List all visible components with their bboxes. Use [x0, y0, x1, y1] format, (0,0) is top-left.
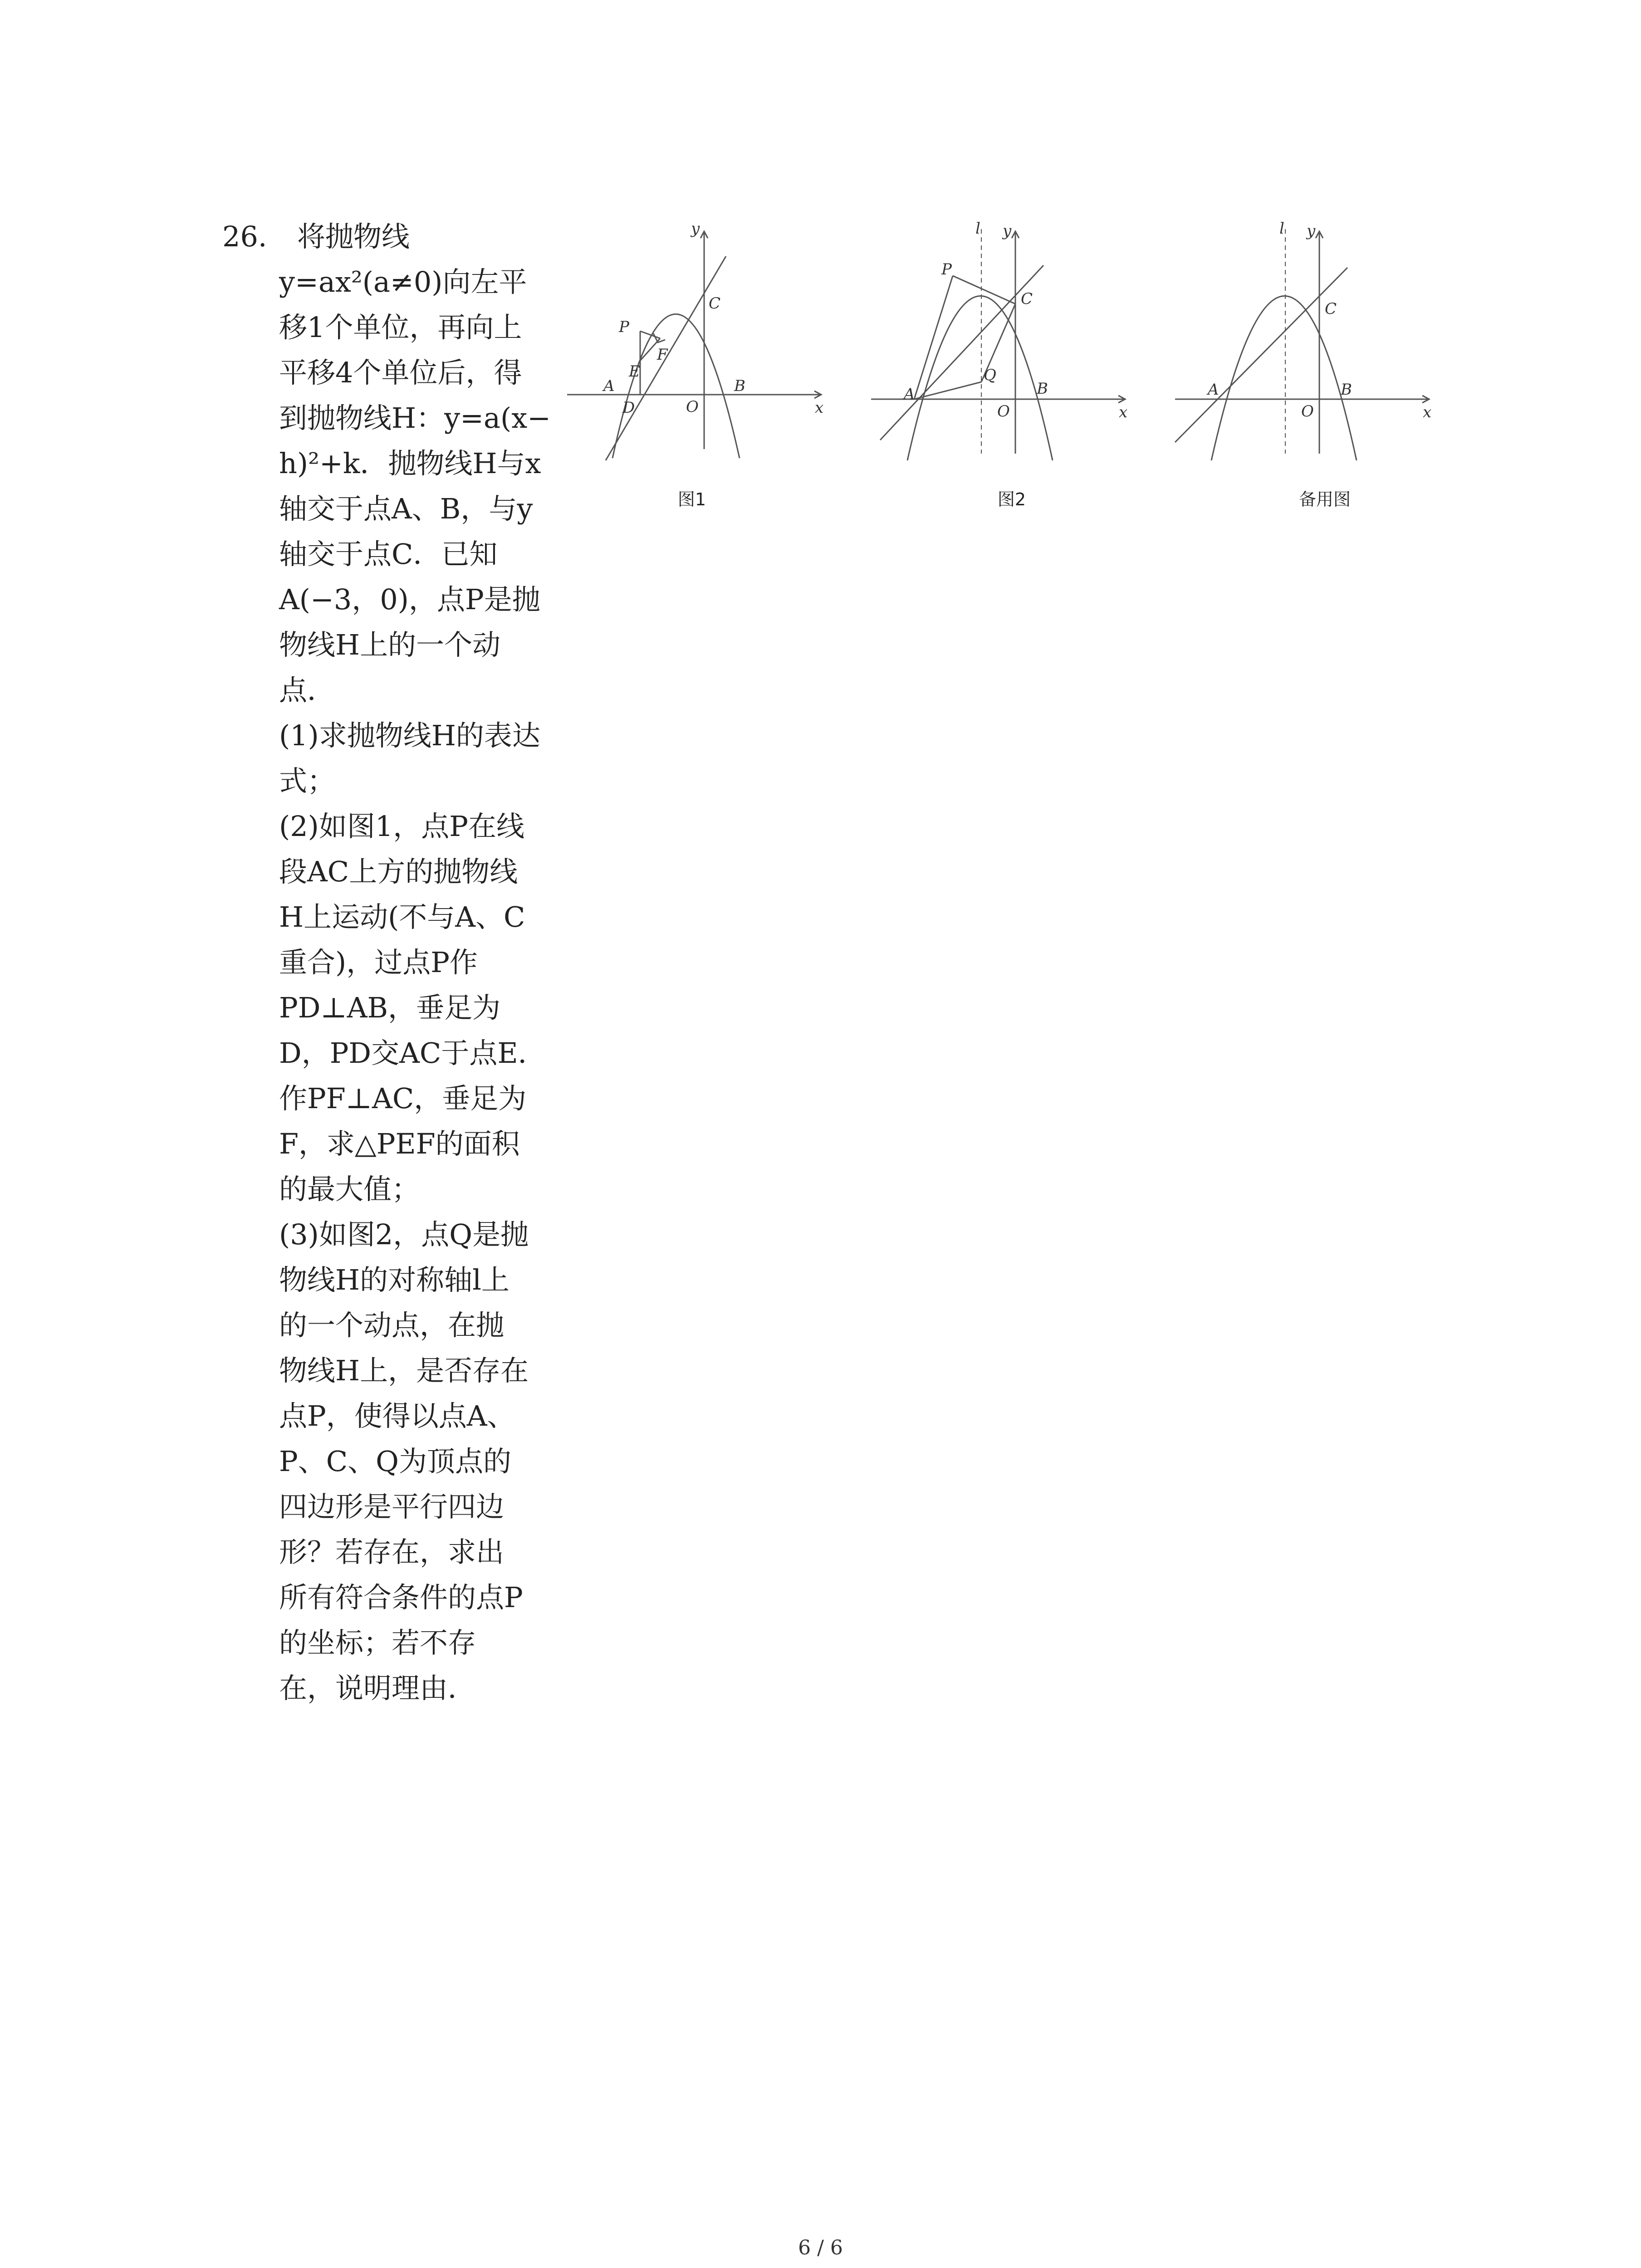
- question-line: D，PD交AC于点E．: [279, 1036, 546, 1070]
- figure-spare-caption: 备用图: [1298, 489, 1351, 509]
- question-line: 段AC上方的抛物线: [279, 855, 518, 888]
- question-line: 的坐标；若不存: [279, 1626, 476, 1659]
- question-line: P、C、Q为顶点的: [279, 1445, 511, 1478]
- question-line: 物线H上的一个动: [279, 628, 501, 661]
- figure-2: [862, 213, 1171, 494]
- fig1-P-label: P: [619, 318, 629, 336]
- question-line: 形？若存在，求出: [279, 1535, 505, 1569]
- fig1-E-label: E: [629, 362, 640, 381]
- fig1-D-label: D: [622, 399, 635, 417]
- question-title: 将抛物线: [297, 220, 410, 253]
- question-line: 的最大值；: [279, 1173, 420, 1206]
- fig3-B-label: B: [1341, 381, 1352, 399]
- question-line: F，求△PEF的面积: [279, 1127, 520, 1160]
- fig2-A-label: A: [904, 385, 915, 403]
- question-line: 轴交于点A、B，与y: [279, 492, 533, 525]
- question-line: 在，说明理由．: [279, 1672, 476, 1705]
- fig1-O-label: O: [686, 398, 699, 416]
- question-body: [279, 259, 556, 1711]
- question-line: 移1个单位，再向上: [279, 311, 522, 344]
- question-line: 物线H上，是否存在: [279, 1354, 529, 1387]
- question-line: 的一个动点，在抛: [279, 1309, 505, 1342]
- figure-1: [558, 213, 867, 494]
- question-line: y=ax²(a≠0)向左平: [279, 265, 527, 298]
- fig2-P-label: P: [941, 260, 952, 279]
- page-footer: 6 / 6: [798, 2236, 843, 2259]
- question-line: 所有符合条件的点P: [279, 1581, 523, 1614]
- fig3-A-label: A: [1208, 381, 1219, 399]
- figure-1-caption: 图1: [677, 489, 706, 509]
- fig1-y-label: y: [691, 220, 700, 238]
- fig2-B-label: B: [1037, 380, 1048, 398]
- fig2-C-label: C: [1021, 290, 1033, 308]
- fig3-O-label: O: [1301, 402, 1314, 420]
- figure-spare: [1166, 213, 1474, 494]
- question-line: 平移4个单位后，得: [279, 356, 522, 389]
- question-line: 到抛物线H：y=a(x−: [279, 401, 551, 435]
- fig2-l-label: l: [975, 220, 980, 238]
- question-line: A(−3，0)，点P是抛: [279, 583, 540, 616]
- question-line: H上运动(不与A、C: [279, 900, 525, 934]
- fig3-l-label: l: [1279, 220, 1284, 238]
- fig1-F-label: F: [657, 346, 668, 364]
- fig1-x-label: x: [815, 399, 824, 417]
- fig3-C-label: C: [1325, 300, 1337, 318]
- question-line: (3)如图2，点Q是抛: [279, 1218, 529, 1251]
- question-line: 点．: [279, 674, 336, 707]
- question-line: 重合)，过点P作: [279, 946, 478, 979]
- question-line: PD⊥AB，垂足为: [279, 991, 501, 1024]
- question-line: 轴交于点C．已知: [279, 538, 498, 571]
- fig1-A-label: A: [603, 377, 615, 395]
- question-line: 四边形是平行四边: [279, 1490, 505, 1523]
- question-line: 物线H的对称轴l上: [279, 1263, 509, 1296]
- question-line: (2)如图1，点P在线: [279, 810, 524, 843]
- fig2-y-label: y: [1003, 222, 1012, 240]
- question-line: 作PF⊥AC，垂足为: [279, 1082, 527, 1115]
- question-number: 26.: [222, 220, 267, 253]
- fig1-B-label: B: [734, 377, 745, 395]
- figure-2-caption: 图2: [997, 489, 1026, 509]
- fig3-x-label: x: [1423, 403, 1432, 421]
- question-line: 点P，使得以点A、: [279, 1399, 515, 1432]
- question-line: 式；: [279, 764, 336, 797]
- fig2-Q-label: Q: [984, 366, 996, 384]
- figures-row: [558, 213, 1465, 522]
- fig1-C-label: C: [709, 294, 721, 313]
- fig2-x-label: x: [1119, 403, 1128, 421]
- question-line: h)²+k．抛物线H与x: [279, 447, 541, 480]
- question-line: (1)求抛物线H的表达: [279, 719, 540, 752]
- fig3-y-label: y: [1307, 222, 1316, 240]
- fig2-O-label: O: [997, 402, 1010, 420]
